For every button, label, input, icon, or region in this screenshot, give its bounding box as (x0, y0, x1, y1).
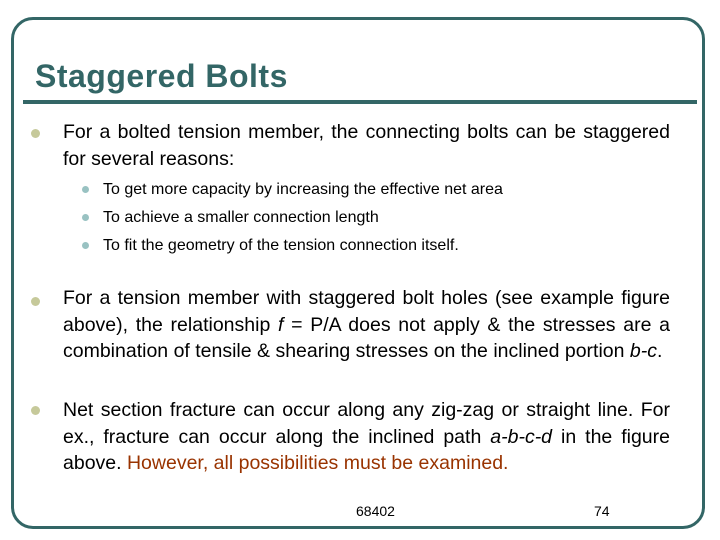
sub-bullet-text: To fit the geometry of the tension connection itself. (103, 237, 459, 254)
footer-course-code: 68402 (356, 503, 395, 519)
sub-bullet-text: To get more capacity by increasing the effective net area (103, 181, 503, 198)
sub-bullet-item (103, 176, 503, 204)
bullet-2-text (63, 285, 670, 365)
sub-bullet-text: To achieve a smaller connection length (103, 209, 379, 226)
path-a-b-c-d: a-b-c-d (490, 425, 553, 448)
bullet-dot-icon (31, 129, 40, 138)
sub-bullet-dot-icon (82, 186, 89, 193)
sub-bullet-item (103, 204, 503, 232)
sub-bullet-list (103, 176, 503, 260)
bullet-1-text: For a bolted tension member, the connecting bolts can be staggered for several reasons: (63, 121, 670, 170)
bullet-2-part: For a tension member with staggered bolt holes (see example figure above), the relationship (63, 287, 670, 336)
variable-f: f (278, 313, 284, 336)
slide-title: Staggered Bolts (35, 58, 288, 94)
bullet-2-part: = P/A does not apply & the stresses are a combination of tensile & shearing stresses on the inclined portion (63, 313, 670, 362)
sub-bullet-dot-icon (82, 214, 89, 221)
footer-page-number: 74 (594, 503, 610, 519)
bullet-2-part: . (657, 340, 663, 362)
sub-bullet-item (103, 232, 503, 260)
bullet-3-text (63, 397, 670, 477)
bullet-3-part: in the figure above. (63, 425, 670, 474)
emphasis-text: However, all possibilities must be examined. (126, 452, 509, 474)
sub-bullet-dot-icon (82, 242, 89, 249)
title-underline (23, 100, 697, 104)
bullet-3-part: Net section fracture can occur along any zig-zag or straight line. For ex., fracture can occur along the inclined path (63, 399, 670, 448)
bullet-dot-icon (31, 297, 40, 306)
bullet-dot-icon (31, 406, 40, 415)
path-b-c: b-c (629, 340, 658, 362)
